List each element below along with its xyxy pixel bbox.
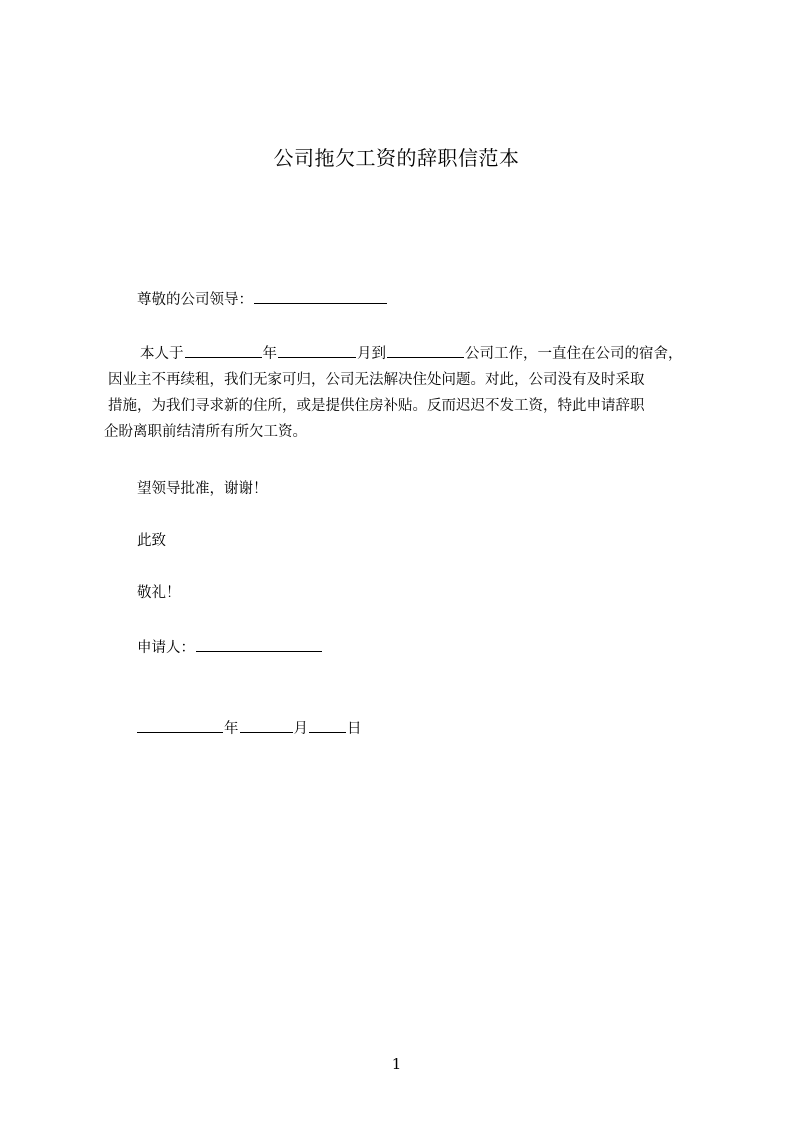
date-month-label: 月 (293, 721, 308, 737)
salutation-line (137, 287, 388, 313)
date-line (137, 716, 362, 742)
closing-line: 此致 (137, 533, 166, 549)
date-day-blank (309, 717, 346, 733)
end-date-blank (387, 342, 464, 358)
body-row-3: 措施，为我们寻求新的住所，或是提供住房补贴。反而迟迟不发工资，特此申请辞职 (108, 398, 645, 414)
body-paragraph (104, 341, 704, 445)
start-year-blank (185, 342, 262, 358)
page-number: 1 (391, 1055, 402, 1073)
applicant-line (137, 635, 323, 661)
date-year-blank (137, 717, 223, 733)
body-row-2: 因业主不再续租，我们无家可归，公司无法解决住处问题。对此，公司没有及时采取 (108, 372, 645, 388)
date-month-blank (240, 717, 293, 733)
start-month-blank (278, 342, 356, 358)
respect-line: 敬礼！ (137, 585, 181, 601)
body-text-start: 本人于 (140, 346, 184, 362)
body-row-1 (104, 341, 704, 367)
body-text-row1-end: 公司工作，一直住在公司的宿舍， (465, 346, 683, 362)
document-title: 公司拖欠工资的辞职信范本 (273, 146, 520, 170)
request-line: 望领导批准，谢谢！ (137, 481, 268, 497)
applicant-blank (196, 636, 322, 652)
applicant-label: 申请人： (137, 640, 195, 656)
date-day-label: 日 (347, 721, 362, 737)
body-text-year: 年 (262, 346, 277, 362)
date-year-label: 年 (224, 721, 239, 737)
recipient-blank (254, 288, 387, 304)
body-row-4: 企盼离职前结清所有所欠工资。 (104, 424, 307, 440)
salutation-text: 尊敬的公司领导： (137, 292, 253, 308)
body-text-month-to: 月到 (357, 346, 386, 362)
